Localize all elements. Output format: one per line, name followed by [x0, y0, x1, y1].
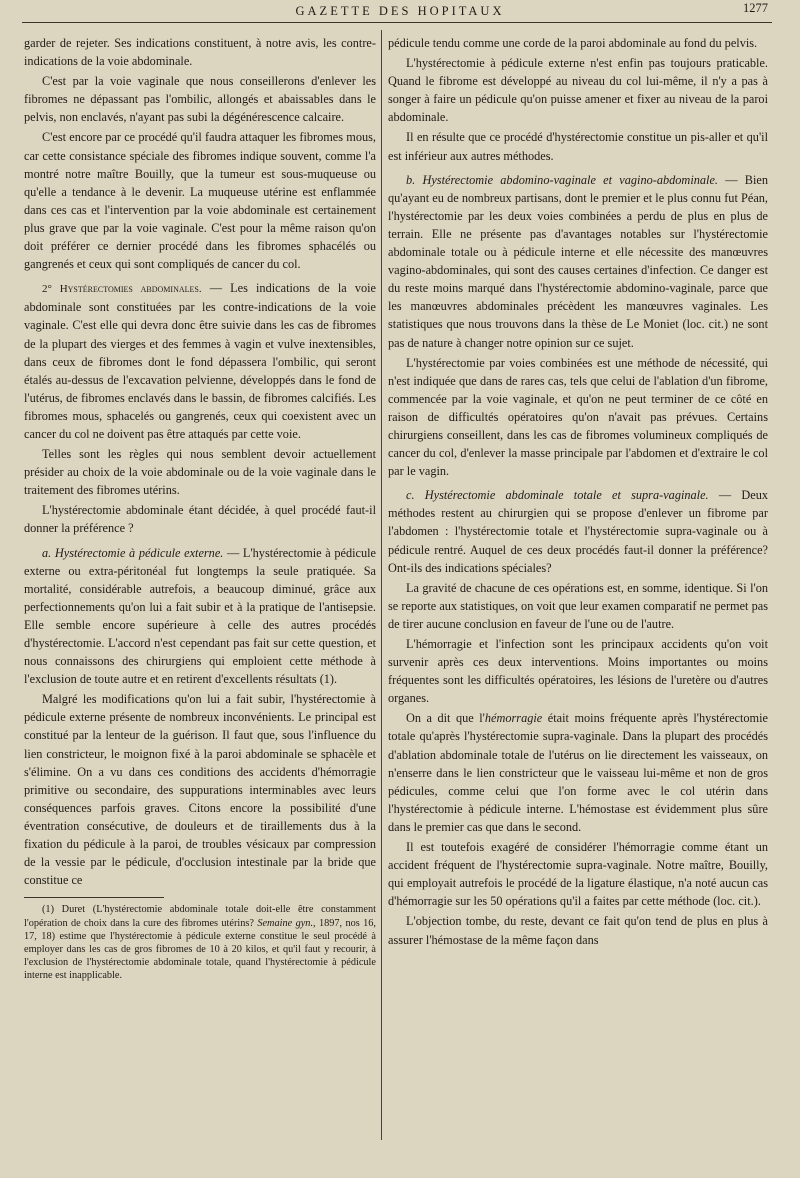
paragraph-text: On a dit que l' — [406, 711, 485, 726]
paragraph — [388, 709, 768, 836]
page-header — [0, 0, 800, 26]
right-column — [388, 34, 768, 951]
footnote-rule — [24, 897, 164, 898]
section-heading: c. Hystérectomie abdominale totale et supra-vaginale. — [406, 488, 709, 503]
paragraph: L'objection tombe, du reste, devant ce fait qu'on tend de plus en plus à assurer l'hémostase de la même façon dans — [388, 914, 768, 947]
section-heading: a. Hystérectomie à pédicule externe. — [42, 545, 224, 560]
footnote-text: (1) Duret (L'hystérectomie abdominale totale doit-elle être constamment l'opération de choix dans la cure des fibromes utérins? — [24, 904, 376, 929]
left-column — [24, 34, 376, 985]
paragraph: L'hystérectomie abdominale étant décidée, à quel procédé faut-il donner la préférence ? — [24, 503, 376, 536]
paragraph-text: — Les indications de la voie abdominale sont constituées par les contre-indications de la voie vaginale. C'est elle qui devra donc être suivie dans les cas de fibromes de la plupart des vierges et des femmes à vagin et vulve inextensibles, dans ceux de fibromes dont le fond dépassera l'ombilic, qui seront étalés au-dessus de l'excavation pelvienne, développés dans le fond de l'utérus, de fibromes enclavés dans le bassin, de fibromes calcifiés. Les fibromes mous, sphacelés ou gangrenés, ceux qui coexistent avec un cancer du col ne doivent pas être attaqués par cette voie. — [24, 281, 376, 441]
paragraph: C'est par la voie vaginale que nous conseillerons d'enlever les fibromes ne dépassant pas l'ombilic, allongés et abaissables dans le pelvis, non enclavés, n'ayant pas subi la dégénérescence calcaire. — [24, 74, 376, 125]
section-paragraph — [24, 544, 376, 689]
paragraph: Il en résulte que ce procédé d'hystérectomie constitue un pis-aller et qu'il est inférieur aux autres méthodes. — [388, 130, 768, 163]
paragraph-text: — Deux méthodes restent au chirurgien qui se propose d'enlever un fibrome par l'abdomen : l'hystérectomie totale et l'hystérectomie supra-vaginale ou à pédicule rentré. Auquel de ces deux procédés faut-il donner la préférence? Ont-ils des indications spéciales? — [388, 488, 768, 575]
section-heading: 2° Hystérectomies abdominales. — [42, 283, 202, 296]
paragraph: Il est toutefois exagéré de considérer l'hémorragie comme étant un accident fréquent de l'hystérectomie supra-vaginale. Notre maître, Bouilly, qui employait autrefois le procédé de la ligature élastique, n'a noté aucun cas d'hémorragie sur les 50 opérations qu'il a faites par cette méthode (loc. cit.). — [388, 840, 768, 909]
footnote-journal: Semaine gyn. — [257, 917, 314, 929]
paragraph: Telles sont les règles qui nous semblent devoir actuellement présider au choix de la voie abdominale ou de la voie vaginale dans le traitement des fibromes utérins. — [24, 447, 376, 498]
paragraph: C'est encore par ce procédé qu'il faudra attaquer les fibromes mous, car cette consistance spéciale des fibromes indique souvent, comme l'a montré notre maître Bouilly, que la tumeur est sous-muqueuse ou qu'elle a tendance à le devenir. La muqueuse utérine est enflammée dans ces cas et l'intervention par la voie abdominale est certainement plus grave que par la voie vaginale. C'est pour la même raison qu'on doit préférer ce dernier procédé dans les fibromes sphacélés ou gangrenés et ceux qui sont compliqués de cancer du col. — [24, 130, 376, 272]
paragraph: L'hystérectomie par voies combinées est une méthode de nécessité, qui n'est indiquée que dans de rares cas, tels que celui de l'ablation d'un fibrome, commencée par la voie vaginale, et qu'on ne peut terminer de ce côté en raison de difficultés opératoires qu'on n'avait pas prévues. Certains chirurgiens conseillent, dans les cas de fibromes volumineux compliqués de cancer du col, d'enlever la masse principale par l'abdomen et d'extraire le col par le vagin. — [388, 355, 768, 479]
page-number: 1277 — [743, 1, 768, 15]
header-rule — [22, 22, 772, 23]
section-heading: b. Hystérectomie abdomino-vaginale et vagino-abdominale. — [406, 172, 718, 187]
footnote — [24, 903, 376, 982]
paragraph: L'hystérectomie à pédicule externe n'est enfin pas toujours praticable. Quand le fibrome est développé au niveau du col lui-même, il n'y a pas à songer à faire un pédicule qu'on puisse amener et fixer au niveau de la paroi abdominale. — [388, 56, 768, 125]
section-paragraph — [388, 486, 768, 576]
emphasis: hémorragie — [484, 711, 543, 726]
column-divider — [381, 30, 382, 1140]
section-paragraph — [24, 279, 376, 443]
footnote-text: , 1897, nos 16, 17, 18) estime que l'hystérectomie à pédicule externe constitue le seul procédé à employer dans les cas de gros fibromes de 10 à 20 kilos, et qu'il faut y recourir, à l'exclusion de l'hystérectomie abdominale totale, quand l'hystérectomie à pédicule interne est inapplicable. — [24, 917, 377, 982]
paragraph-text: était moins fréquente après l'hystérectomie totale qu'après l'hystérectomie supra-vaginale. Dans la plupart des procédés d'ablation abdominale totale de l'utérus on lie directement les vaisseaux, on n'enserre dans le lien constricteur que le vaisseau lui-même et non de gros pédicules, comme celui que l'on forme avec le col utérin dans l'hystérectomie à pédicule interne. L'hémostase est évidemment plus sûre dans le premier cas que dans le second. — [388, 711, 768, 834]
paragraph: La gravité de chacune de ces opérations est, en somme, identique. Si l'on se reporte aux statistiques, on voit que leur examen comparatif ne permet pas de tirer aucune conclusion en faveur de l'une ou de l'autre. — [388, 580, 768, 631]
paragraph-text: — Bien qu'ayant eu de nombreux partisans, dont le premier et le plus connu fut Péan, l'hystérectomie par les deux voies combinées a perdu de plus en plus de terrain. Elle ne présente pas d'avantages notables sur l'hystérectomie abdominale totale ou à pédicule interne et elle nécessite des manœuvres vagino-abdominales, qui sont des causes certaines d'infection. Ce danger est du reste moins marqué dans l'hystérectomie abdomino-vaginale, parce que les manœuvres abdominales précèdent les manœuvres vaginales. Les statistiques que nous trouvons dans la thèse de Le Moniet (loc. cit.) ne sont pas de nature à changer notre opinion sur ce sujet. — [388, 172, 769, 350]
paragraph-text: — L'hystérectomie à pédicule externe ou extra-péritonéal fut longtemps la seule pratiquée. Sa mortalité, considérable autrefois, a beaucoup diminué, grâce aux perfectionnements qu'on lui a fait subir et à la pratique de l'antisepsie. Elle semble encore supérieure à celle des autres procédés d'hystérectomie. L'accord n'est cependant pas fait sur cette question, et nous connaissons des chirurgiens qui emploient cette méthode à l'exclusion de toute autre et en retirent d'excellents résultats (1). — [24, 545, 377, 687]
running-title: GAZETTE DES HOPITAUX — [295, 4, 505, 18]
paragraph: Malgré les modifications qu'on lui a fait subir, l'hystérectomie à pédicule externe présente de nombreux inconvénients. Le principal est constitué par la lenteur de la guérison. Il faut que, sous l'influence du lien constricteur, le moignon fixé à la paroi abdominale se sphacèle et s'élimine. On a vu dans ces conditions des accidents d'hémorragie primitive ou secondaire, des suppurations interminables avec leurs conséquences parfois graves. Citons encore la possibilité d'une éventration consécutive, de douleurs et de tiraillements dus à la fixation du pédicule à la paroi, de troubles vésicaux par compression de la vessie par le pédicule, d'occlusion intestinale par la bride que constitue ce — [24, 692, 376, 888]
paragraph: L'hémorragie et l'infection sont les principaux accidents qu'on voit survenir après ces deux interventions. Moins importantes ou moins fréquentes sont les difficultés opératoires, les lésions de l'uretère ou d'autres organes. — [388, 637, 768, 706]
paragraph: garder de rejeter. Ses indications constituent, à notre avis, les contre-indications de la voie abdominale. — [24, 36, 376, 69]
section-paragraph — [388, 171, 768, 352]
paragraph: pédicule tendu comme une corde de la paroi abdominale au fond du pelvis. — [388, 36, 758, 50]
